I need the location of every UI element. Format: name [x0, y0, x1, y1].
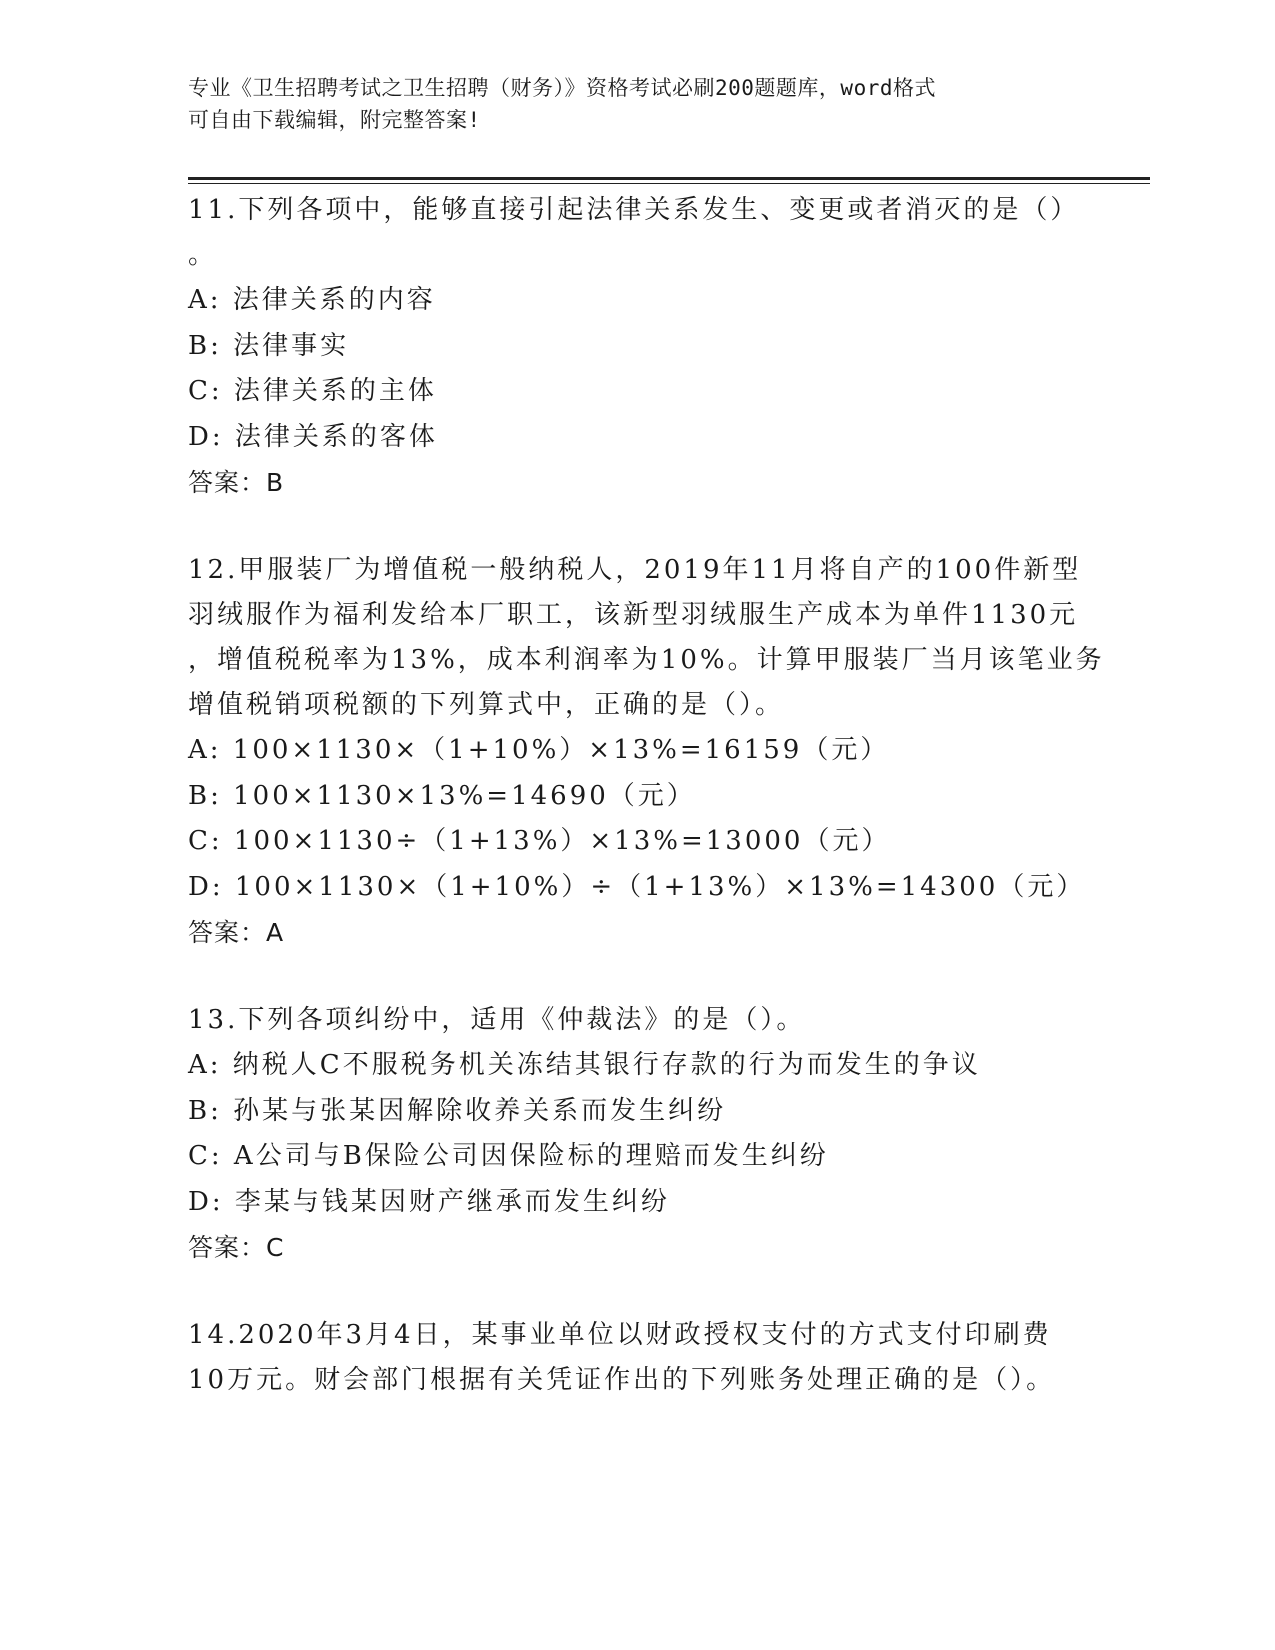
header-line-2: 可自由下载编辑，附完整答案!	[188, 108, 481, 132]
question-11	[188, 188, 1088, 505]
question-13	[188, 998, 1088, 1270]
question-text: 。	[188, 240, 218, 270]
option-a: A: 纳税人C不服税务机关冻结其银行存款的行为而发生的争议	[188, 1050, 981, 1080]
question-14	[188, 1313, 1088, 1403]
option-a: A: 法律关系的内容	[188, 285, 436, 315]
question-spacer	[188, 955, 1088, 998]
question-text: ，增值税税率为13%，成本利润率为10%。计算甲服装厂当月该笔业务	[188, 645, 1105, 675]
question-text: 14.2020年3月4日，某事业单位以财政授权支付的方式支付印刷费	[188, 1320, 1052, 1350]
question-text: 10万元。财会部门根据有关凭证作出的下列账务处理正确的是（）。	[188, 1365, 1056, 1395]
answer-label: 答案：A	[188, 918, 285, 947]
option-c: C: A公司与B保险公司因保险标的理赔而发生纠纷	[188, 1141, 829, 1171]
option-b: B: 100×1130×13%=14690（元）	[188, 780, 696, 811]
option-c: C: 100×1130÷（1+13%）×13%=13000（元）	[188, 826, 891, 856]
option-a: A: 100×1130×（1+10%）×13%=16159（元）	[188, 735, 890, 765]
option-b: B: 孙某与张某因解除收养关系而发生纠纷	[188, 1095, 727, 1126]
document-header	[188, 72, 1068, 136]
question-spacer	[188, 505, 1088, 548]
option-d: D: 法律关系的客体	[188, 421, 438, 452]
option-c: C: 法律关系的主体	[188, 376, 437, 406]
option-b: B: 法律事实	[188, 330, 350, 361]
question-text: 13.下列各项纠纷中，适用《仲裁法》的是（）。	[188, 1005, 806, 1035]
answer-label: 答案：C	[188, 1233, 285, 1262]
option-d: D: 李某与钱某因财产继承而发生纠纷	[188, 1186, 670, 1217]
question-text: 12.甲服装厂为增值税一般纳税人，2019年11月将自产的100件新型	[188, 555, 1082, 585]
question-list	[188, 188, 1105, 1403]
header-divider-thin	[188, 183, 1150, 184]
answer-label: 答案：B	[188, 468, 285, 497]
question-12	[188, 548, 1105, 955]
option-d: D: 100×1130×（1+10%）÷（1+13%）×13%=14300（元）	[188, 871, 1086, 902]
question-text: 11.下列各项中，能够直接引起法律关系发生、变更或者消灭的是（）	[188, 195, 1080, 225]
question-text: 羽绒服作为福利发给本厂职工，该新型羽绒服生产成本为单件1130元	[188, 600, 1079, 630]
question-text: 增值税销项税额的下列算式中，正确的是（）。	[188, 690, 785, 720]
header-line-1: 专业《卫生招聘考试之卫生招聘（财务）》资格考试必刷200题题库，word格式	[188, 76, 936, 100]
header-divider-thick	[188, 177, 1150, 180]
question-spacer	[188, 1270, 1088, 1313]
